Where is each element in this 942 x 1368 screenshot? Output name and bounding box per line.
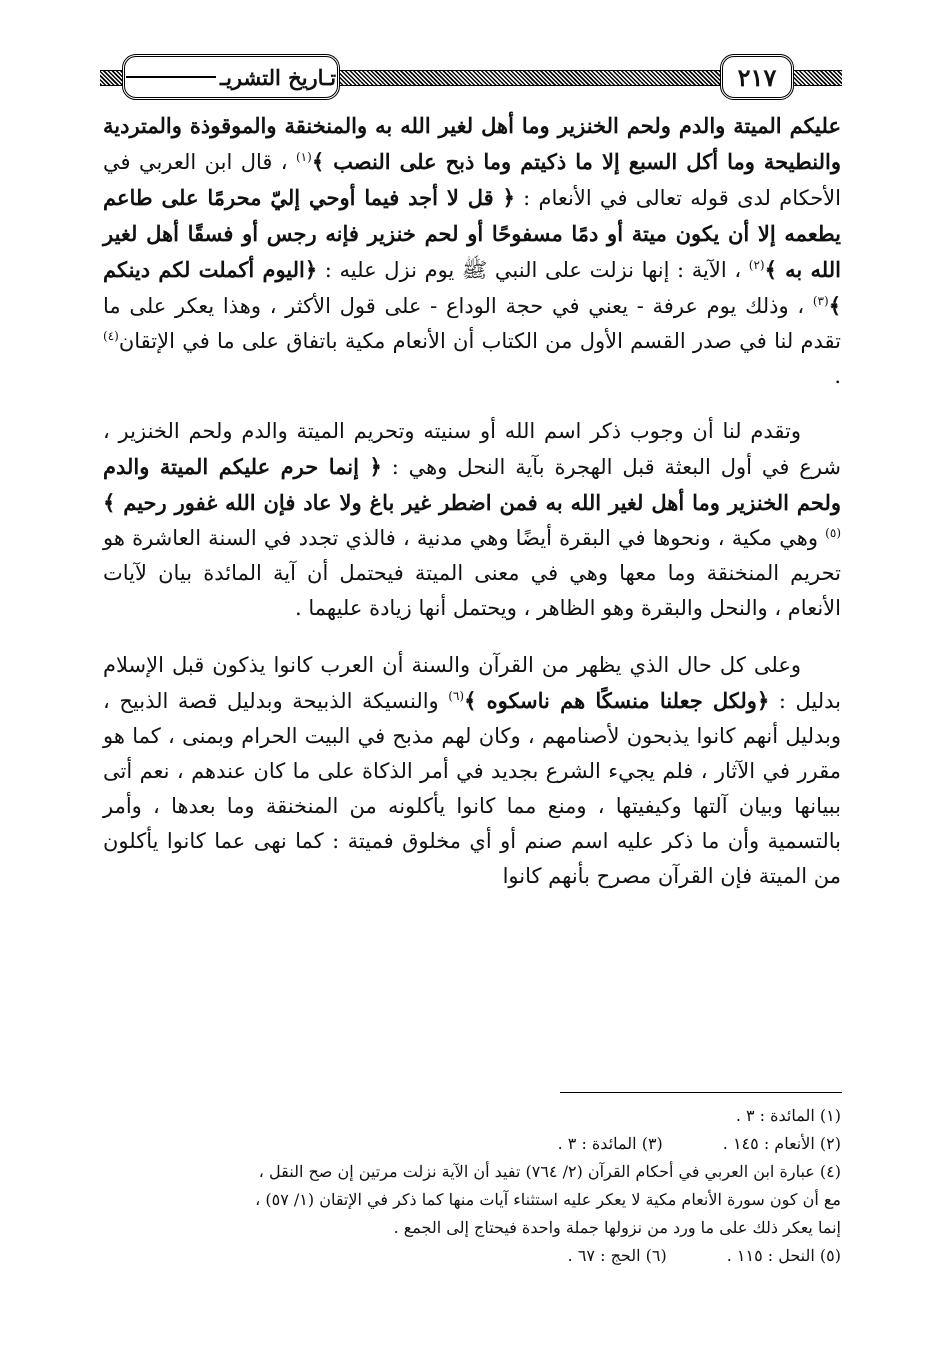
footnote-5: (٥) النحل : ١١٥ . bbox=[726, 1246, 841, 1265]
quran-quote-hajj: ﴿ولكل جعلنا منسكًا هم ناسكوه ﴾ bbox=[464, 688, 770, 713]
p1-text-1: عليكم الميتة والدم ولحم الخنزير وما أهل لغير الله به والمنخنقة والموقوذة والمتردية والنطيحة وما أكل السبع إلا ما ذكيتم وما ذبح على النصب ﴾ bbox=[103, 113, 841, 174]
footnotes bbox=[103, 1102, 841, 1270]
footnote-separator bbox=[560, 1092, 842, 1093]
running-title-box bbox=[122, 54, 340, 100]
p1-text-2: ، قال ابن العربي في الأحكام لدى قوله تعالى في الأنعام : bbox=[103, 150, 841, 210]
footnote-2-3 bbox=[103, 1130, 841, 1158]
p1-text-3: ، الآية : إنها نزلت على النبي ﷺ يوم نزل عليه : bbox=[317, 258, 749, 282]
footnote-5-6 bbox=[103, 1242, 841, 1270]
footnote-1: (١) المائدة : ٣ . bbox=[735, 1106, 841, 1125]
quran-quote-anam: ﴿ قل لا أجد فيما أوحي إليّ محرمًا على طاعم يطعمه إلا أن يكون ميتة أو دمًا مسفوحًا أو لحم خنزير فإنه رجس أو فسقًا أهل لغير الله به ﴾ bbox=[103, 185, 841, 282]
title-tatweel-line bbox=[126, 76, 216, 78]
page-header bbox=[100, 48, 842, 100]
footnote-4-line-3: إنما يعكر ذلك على ما ورد من نزولها جملة واحدة فيحتاج إلى الجمع . bbox=[393, 1218, 841, 1237]
footnote-6: (٦) الحج : ٦٧ . bbox=[567, 1246, 667, 1265]
footnote-4-line-2: مع أن كون سورة الأنعام مكية لا يعكر عليه استثناء آيات منها كما ذكر في الإتقان (١/ ٥٧) ، bbox=[255, 1190, 841, 1209]
p2-text-1: وتقدم لنا أن وجوب ذكر اسم الله أو سنيته وتحريم الميتة والدم ولحم الخنزير ، شرع في أول البعثة قبل الهجرة بآية النحل وهي : bbox=[103, 419, 842, 479]
footnote-ref-5: (٥) bbox=[825, 526, 841, 540]
quran-quote-maida: ﴿اليوم أكملت لكم دينكم ﴾ bbox=[103, 257, 841, 318]
main-text bbox=[103, 108, 841, 894]
running-title: تـاريخ التشريـ bbox=[219, 64, 337, 90]
footnote-ref-1: (١) bbox=[295, 150, 312, 164]
paragraph-3 bbox=[103, 648, 841, 894]
p2-text-2: وهي مكية ، ونحوها في البقرة أيضًا وهي مدنية ، فالذي تجدد في السنة العاشرة هو تحريم المنخنقة وما معها وهي في معنى الميتة فيحتمل أن آية المائدة بيان لآيات الأنعام ، والنحل والبقرة وهو الظاهر ، ويحتمل أنها زيادة عليهما . bbox=[103, 526, 841, 620]
p1-text-4: ، وذلك يوم عرفة - يعني في حجة الوداع - على قول الأكثر ، وهذا يعكر على ما تقدم لنا في صدر القسم الأول من الكتاب أن الأنعام مكية باتفاق على ما في الإتقان bbox=[103, 294, 841, 353]
p3-text-2: والنسيكة الذبيحة وبدليل قصة الذبيح ، وبدليل أنهم كانوا يذبحون لأصنامهم ، وكان لهم مذبح في البيت الحرام وبمنى ، كما هو مقرر في الآثار ، فلم يجيء الشرع بجديد في أمر الذكاة على ما كان عندهم ، نعم أتى ببيانها وبيان آلتها وكيفيتها ، ومنع مما كانوا يأكلونه من المنخنقة وما بعدها ، وأمر بالتسمية وأن ما ذكر عليه اسم صنم أو أي مخلوق فميتة : كما نهى عما كانوا يأكلون من الميتة فإن القرآن مصرح بأنهم كانوا bbox=[103, 689, 841, 888]
footnote-4-line-1: (٤) عبارة ابن العربي في أحكام القرآن (٢/ ٧٦٤) تفيد أن الآية نزلت مرتين إن صح النقل ، bbox=[258, 1162, 841, 1181]
paragraph-1 bbox=[103, 108, 841, 394]
footnote-2: (٢) الأنعام : ١٤٥ . bbox=[722, 1134, 841, 1153]
footnote-ref-6: (٦) bbox=[448, 689, 465, 703]
page-number: ٢١٧ bbox=[737, 62, 777, 92]
p3-text-1: وعلى كل حال الذي يظهر من القرآن والسنة أن العرب كانوا يذكون قبل الإسلام بدليل : bbox=[103, 653, 841, 713]
p1-text-5: . bbox=[834, 364, 841, 388]
page-number-box bbox=[720, 54, 794, 100]
footnote-ref-4: (٤) bbox=[103, 329, 119, 343]
footnote-ref-3: (٣) bbox=[812, 294, 829, 308]
footnote-ref-2: (٢) bbox=[748, 258, 765, 272]
footnote-3: (٣) المائدة : ٣ . bbox=[557, 1134, 663, 1153]
quran-quote-nahl: ﴿ إنما حرم عليكم الميتة والدم ولحم الخنزير وما أهل لغير الله به فمن اضطر غير باغ ولا عاد فإن الله غفور رحيم ﴾ bbox=[103, 454, 841, 515]
paragraph-2 bbox=[103, 414, 841, 626]
